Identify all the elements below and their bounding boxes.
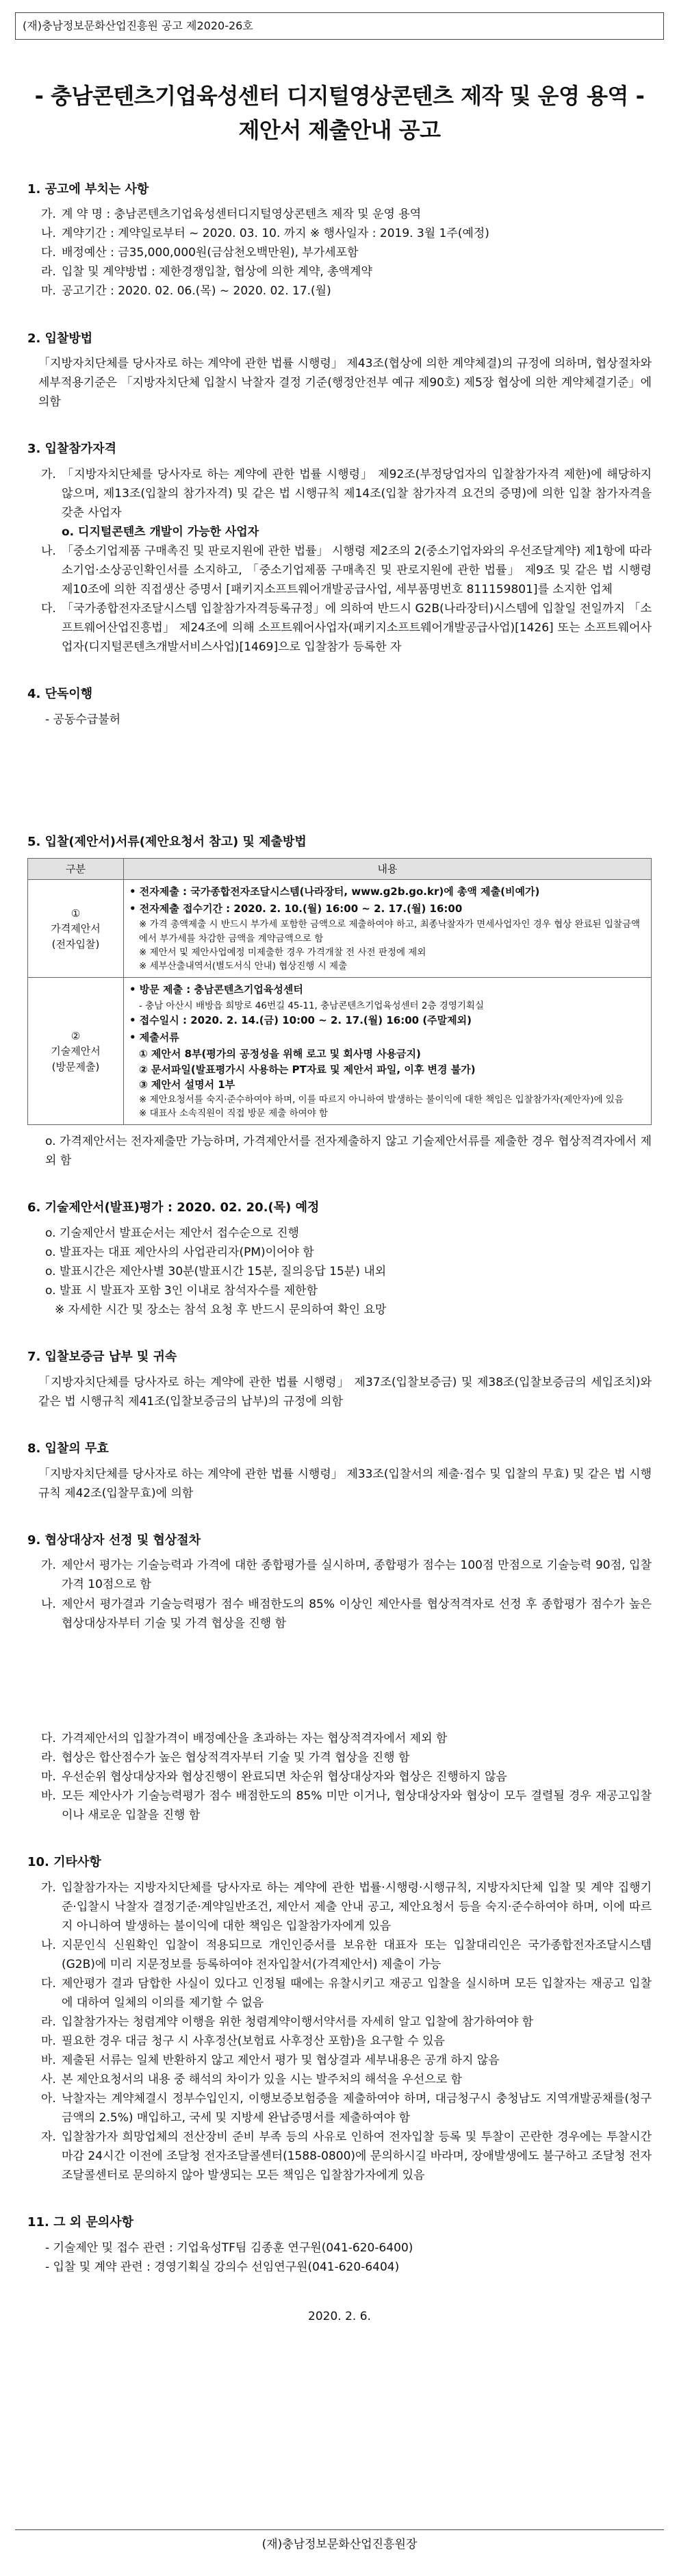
table-line: ① 제안서 8부(평가의 공정성을 위해 로고 및 회사명 사용금지) — [139, 1048, 421, 1061]
item-text: 「지방자치단체를 당사자로 하는 계약에 관한 법률 시행령」 제92조(부정당업자의 입찰참가자격 제한)에 해당하지 않으며, 제13조(입찰의 참가자격) 및 같은 법 시행규칙 제14조(입찰 참가자격 요건의 증명)에 의한 입찰 참가자격을 갖춘 사업자 — [62, 468, 652, 520]
section-4-text: - 공동수급불허 — [45, 713, 121, 727]
item-mark: 나. — [41, 1597, 56, 1611]
section-1-title: 1. 공고에 부치는 사항 — [27, 181, 149, 197]
item-mark: 다. — [41, 1731, 56, 1745]
item-mark: 마. — [41, 2034, 56, 2048]
section-4-title: 4. 단독이행 — [27, 687, 93, 702]
item-text: 「중소기업제품 구매촉진 및 판로지원에 관한 법률」 시행령 제2조의 2(중소기업자와의 우선조달계약) 제1항에 따라 소기업·소상공인확인서를 소지하고, 「중소기업제품 구매촉진 및 판로지원에 관한 법률」 제9조 및 같은 법 시행령 제10조에 의한 직접생산 증명서 [패키지소프트웨어개발공급사업, 세부품명번호 811159801]를 소지한 업체 — [62, 544, 652, 597]
section-6-title: 6. 기술제안서(발표)평가 : 2020. 02. 20.(목) 예정 — [27, 1200, 320, 1215]
item-text: 제출된 서류는 일체 반환하지 않고 제안서 평가 및 협상결과 세부내용은 공개 하지 않음 — [62, 2053, 500, 2067]
item-text: 제안서 평가결과 기술능력평가 점수 배점한도의 85% 이상인 제안사를 협상적격자로 선정 후 종합평가 점수가 높은 협상대상자부터 기술 및 가격 협상을 진행 함 — [62, 1597, 652, 1630]
item-mark: 라. — [41, 1750, 56, 1765]
row-content — [124, 880, 652, 978]
table-note: ※ 제안요청서를 숙지·준수하여야 하며, 이를 따르지 아니하여 발생하는 불이익에 대한 책임은 입찰참가자(제안자)에 있음 — [139, 1094, 624, 1105]
contact-line: - 입찰 및 계약 관련 : 경영기획실 강의수 선임연구원(041-620-6404) — [45, 2260, 400, 2275]
list-item — [41, 205, 652, 224]
section-5 — [27, 832, 652, 1170]
section-10 — [27, 1852, 652, 2185]
list-item — [41, 224, 652, 243]
list-item — [41, 1748, 652, 1767]
section-6-note: ※ 자세한 시간 및 장소는 참석 요청 후 반드시 문의하여 확인 요망 — [55, 1303, 387, 1317]
item-mark: 나. — [41, 1938, 56, 1952]
list-item — [41, 542, 652, 599]
row-label: ① 가격제안서 (전자입찰) — [28, 880, 124, 978]
table-note: ※ 가격 총액제출 시 반드시 부가세 포함한 금액으로 제출하여야 하고, 최종낙찰자가 면세사업자인 경우 협상 완료된 입찰금액에서 부가세를 차감한 금액을 계약금액으로 함 — [139, 919, 641, 944]
item-text: 가격제안서의 입찰가격이 배정예산을 초과하는 자는 협상적격자에서 제외 함 — [62, 1731, 448, 1745]
item-mark: 다. — [41, 246, 56, 260]
item-mark: 자. — [41, 2130, 56, 2145]
list-item — [41, 281, 652, 301]
item-text: 입찰참가자는 청렴계약 이행을 위한 청렴계약이행서약서를 자세히 알고 입찰에 참가하여야 함 — [62, 2015, 534, 2029]
notice-date: 2020. 2. 6. — [308, 2310, 371, 2324]
section-3 — [27, 439, 652, 657]
list-item — [41, 2070, 652, 2089]
table-line: - 충남 아산시 배방읍 희망로 46번길 45-11, 충남콘텐츠기업육성센터 2층 경영기획실 — [139, 1000, 485, 1011]
section-2-title: 2. 입찰방법 — [27, 331, 93, 346]
list-item — [41, 1786, 652, 1825]
row-label: ② 기술제안서 (방문제출) — [28, 978, 124, 1125]
footer-divider — [15, 2529, 664, 2530]
item-text: 입찰 및 계약방법 : 제한경쟁입찰, 협상에 의한 계약, 총액계약 — [62, 265, 372, 279]
item-text: 필요한 경우 대금 청구 시 사후정산(보험료 사후정산 포함)을 요구할 수 있음 — [62, 2034, 445, 2048]
item-mark: 가. — [41, 1558, 56, 1573]
item-text: 배정예산 : 금35,000,000원(금삼천오백만원), 부가세포함 — [62, 246, 359, 260]
list-item — [41, 2127, 652, 2185]
item-mark: 나. — [41, 544, 56, 559]
title-line-2: 제안서 제출안내 공고 — [238, 116, 441, 143]
title-block — [0, 79, 679, 147]
item-mark: 사. — [41, 2073, 56, 2086]
list-item: o. 발표시간은 제안사별 30분(발표시간 15분, 질의응답 15분) 내외 — [45, 1265, 387, 1279]
item-mark: 다. — [41, 1976, 56, 1991]
table-note: ※ 세부산출내역서(별도서식 안내) 협상진행 시 제출 — [139, 961, 348, 972]
list-item — [41, 1974, 652, 2012]
section-2 — [27, 329, 652, 412]
blank-space — [27, 729, 652, 805]
list-item — [41, 1936, 652, 1974]
item-mark: 마. — [41, 1769, 56, 1784]
item-text: 제안평가 결과 담합한 사실이 있다고 인정될 때에는 유찰시키고 재공고 입찰을 실시하며 모든 입찰자는 재공고 입찰에 대하여 일체의 이의를 제기할 수 없음 — [62, 1976, 652, 2010]
table-line: • 접수일시 : 2020. 2. 14.(금) 10:00 ~ 2. 17.(월) 16:00 (주말제외) — [129, 1014, 472, 1027]
submission-table — [27, 858, 652, 1125]
list-item — [41, 2012, 652, 2032]
notice-header: (재)충남정보문화산업진흥원 공고 제2020-26호 — [15, 12, 664, 40]
contact-line: - 기술제안 및 접수 관련 : 기업육성TF팀 김종훈 연구원(041-620-6400) — [45, 2240, 413, 2255]
section-6 — [27, 1198, 652, 1319]
item-mark: 가. — [41, 207, 56, 222]
item-text: 제안서 평가는 기술능력과 가격에 대한 종합평가를 실시하며, 종합평가 점수는 100점 만점으로 기술능력 90점, 입찰가격 10점으로 함 — [62, 1558, 652, 1592]
issuer-name: (재)충남정보문화산업진흥원장 — [261, 2538, 418, 2551]
table-line: • 전자제출 : 국가종합전자조달시스템(나라장터, www.g2b.go.kr)에 총액 제출(비예가) — [129, 885, 540, 898]
section-2-text: 「지방자치단체를 당사자로 하는 계약에 관한 법률 시행령」 제43조(협상에 의한 계약체결)의 규정에 의하며, 협상절차와 세부적용기준은 「지방자치단체 입찰시 낙찰자 결정 기준(행정안전부 예규 제90호) 제5장 협상에 의한 계약체결기준」에 의함 — [38, 357, 652, 409]
table-header-row — [28, 858, 652, 880]
item-text: 공고기간 : 2020. 02. 06.(목) ~ 2020. 02. 17.(월) — [62, 284, 331, 299]
list-item — [41, 2051, 652, 2070]
list-item: o. 발표 시 발표자 포함 3인 이내로 참석자수를 제한함 — [45, 1284, 318, 1298]
table-header-cell: 내용 — [124, 858, 652, 880]
section-10-title: 10. 기타사항 — [27, 1854, 101, 1869]
section-11-title: 11. 그 외 문의사항 — [27, 2215, 134, 2230]
section-11 — [27, 2212, 652, 2277]
section-7 — [27, 1347, 652, 1411]
item-text: 낙찰자는 계약체결시 정부수입인지, 이행보증보험증을 제출하여야 하며, 대금청구시 충청남도 지역개발공채를(청구금액의 2.5%) 매입하고, 국세 및 지방세 완납증명서를 제출하여야 함 — [62, 2092, 652, 2125]
title-line-1: - 충남콘텐츠기업육성센터 디지털영상콘텐츠 제작 및 운영 용역 - — [34, 83, 645, 110]
table-row — [28, 880, 652, 978]
list-item — [41, 465, 652, 522]
section-5-note: o. 가격제안서는 전자제출만 가능하며, 가격제안서를 전자제출하지 않고 기술제안서류를 제출한 경우 협상적격자에서 제외 함 — [45, 1135, 652, 1168]
table-line: ③ 제안서 설명서 1부 — [139, 1078, 235, 1091]
blank-space — [27, 1633, 652, 1729]
item-mark: 아. — [41, 2092, 56, 2106]
section-8 — [27, 1439, 652, 1503]
list-item — [41, 262, 652, 281]
sub-item: o. 디지털콘텐츠 개발이 가능한 사업자 — [62, 525, 259, 540]
list-item — [41, 599, 652, 657]
content — [0, 179, 679, 2327]
table-row — [28, 978, 652, 1125]
list-item — [41, 1878, 652, 1936]
item-text: 지문인식 신원확인 입찰이 적용되므로 개인인증서를 보유한 대표자 또는 입찰대리인은 국가종합전자조달시스템(G2B)에 미리 지문정보를 등록하여야 전자입찰서(가격제안서) 제출이 가능 — [62, 1938, 652, 1971]
item-mark: 가. — [41, 468, 56, 482]
section-9-title: 9. 협상대상자 선정 및 협상절차 — [27, 1532, 201, 1548]
table-line: • 제출서류 — [129, 1031, 179, 1044]
item-text: 계약기간 : 계약일로부터 ~ 2020. 03. 10. 까지 ※ 행사일자 : 2019. 3월 1주(예정) — [62, 227, 489, 241]
list-item — [41, 1729, 652, 1748]
row-content — [124, 978, 652, 1125]
list-item: o. 발표자는 대표 제안사의 사업관리자(PM)이어야 함 — [45, 1245, 314, 1259]
item-mark: 마. — [41, 284, 56, 299]
item-mark: 바. — [41, 2053, 56, 2067]
table-note: ※ 대표사 소속직원이 직접 방문 제출 하여야 함 — [139, 1107, 329, 1119]
item-text: 우선순위 협상대상자와 협상진행이 완료되면 차순위 협상대상자와 협상은 진행하지 않음 — [62, 1769, 507, 1784]
item-text: 입찰참가자 희망업체의 전산장비 준비 부족 등의 사유로 인하여 전자입찰 등록 및 투찰이 곤란한 경우에는 투찰시간 마감 24시간 이전에 조달청 전자조달콜센터(1588-0800)에 문의하시길 바라며, 장애발생에도 불구하고 조달청 전자조달콜센터로 문의하지 않아 발생되는 모든 책임은 입찰참가자에게 있음 — [62, 2130, 652, 2183]
item-mark: 다. — [41, 602, 56, 616]
item-mark: 라. — [41, 265, 56, 279]
section-1 — [27, 179, 652, 301]
section-9 — [27, 1530, 652, 1825]
list-item — [41, 1767, 652, 1786]
item-mark: 가. — [41, 1880, 56, 1895]
table-note: ※ 제안서 및 제안사업예정 미제출한 경우 가격개찰 전 사전 판정에 제외 — [139, 946, 426, 958]
list-item — [41, 2089, 652, 2127]
table-line: • 전자제출 접수기간 : 2020. 2. 10.(월) 16:00 ~ 2. 17.(월) 16:00 — [129, 902, 463, 915]
item-text: 「국가종합전자조달시스템 입찰참가자격등록규정」에 의하여 반드시 G2B(나라장터)시스템에 입찰일 전일까지 「소프트웨어산업진흥법」 제24조에 의해 소프트웨어사업자(패키지소프트웨어개발공급사업)[1426] 또는 소프트웨어사업자(디지털콘텐츠개발서비스사업)[1469]으로 입찰참가 등록한 자 — [62, 602, 652, 655]
item-text: 협상은 합산점수가 높은 협상적격자부터 기술 및 가격 협상을 진행 함 — [62, 1750, 410, 1765]
item-text: 입찰참가자는 지방자치단체를 당사자로 하는 계약에 관한 법률·시행령·시행규칙, 지방자치단체 입찰 및 계약 집행기준·입찰시 낙찰자 결정기준·계약일반조건, 제안서 제출 안내 공고, 제안요청서 등을 숙지·준수하여야 하며, 이에 따르지 아니하여 발생하는 불이익에 대한 책임은 입찰참가자에게 있음 — [62, 1880, 652, 1933]
section-7-text: 「지방자치단체를 당사자로 하는 계약에 관한 법률 시행령」 제37조(입찰보증금) 및 제38조(입찰보증금의 세입조치)와 같은 법 시행규칙 제41조(입찰보증금의 납부)의 규정에 의함 — [38, 1375, 652, 1409]
section-7-title: 7. 입찰보증금 납부 및 귀속 — [27, 1350, 177, 1365]
table-line: ② 문서파일(발표평가시 사용하는 PT자료 및 제안서 파일, 이후 변경 불가) — [139, 1063, 476, 1076]
section-8-text: 「지방자치단체를 당사자로 하는 계약에 관한 법률 시행령」 제33조(입찰서의 제출·접수 및 입찰의 무효) 및 같은 법 시행규칙 제42조(입찰무효)에 의함 — [38, 1467, 652, 1500]
list-item — [41, 243, 652, 262]
table-header-cell: 구분 — [28, 858, 124, 880]
table-line: • 방문 제출 : 충남콘텐츠기업육성센터 — [129, 983, 303, 996]
item-mark: 바. — [41, 1789, 56, 1803]
item-text: 모든 제안사가 기술능력평가 점수 배점한도의 85% 미만 이거나, 협상대상자와 협상이 모두 결렬될 경우 재공고입찰이나 새로운 입찰을 진행 함 — [62, 1789, 652, 1822]
list-item: o. 기술제안서 발표순서는 제안서 접수순으로 진행 — [45, 1226, 299, 1240]
list-item — [41, 1556, 652, 1594]
section-8-title: 8. 입찰의 무효 — [27, 1441, 109, 1456]
item-mark: 라. — [41, 2015, 56, 2029]
item-mark: 나. — [41, 227, 56, 241]
list-item — [41, 1595, 652, 1633]
section-3-title: 3. 입찰참가자격 — [27, 442, 116, 457]
item-text: 계 약 명 : 충남콘텐츠기업육성센터디지털영상콘텐츠 제작 및 운영 용역 — [62, 207, 422, 222]
section-5-title: 5. 입찰(제안서)서류(제안요청서 참고) 및 제출방법 — [27, 835, 307, 850]
section-4 — [27, 684, 652, 729]
list-item — [41, 2032, 652, 2051]
item-text: 본 제안요청서의 내용 중 해석의 차이가 있을 시는 발주처의 해석을 우선으로 함 — [62, 2073, 462, 2086]
